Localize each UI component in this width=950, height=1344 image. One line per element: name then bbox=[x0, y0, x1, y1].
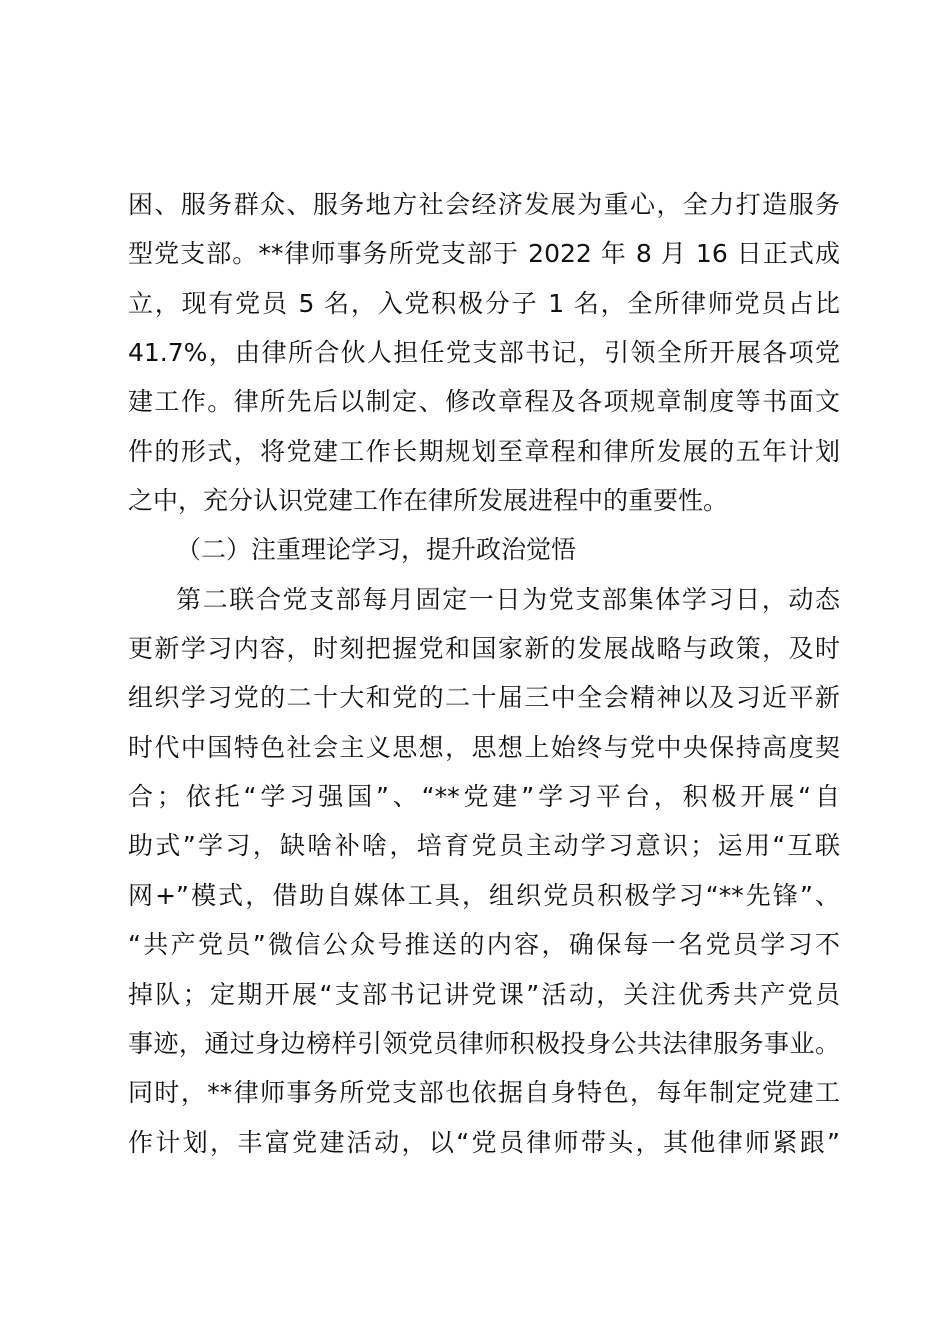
paragraph-line: 作计划，丰富党建活动，以“党员律师带头，其他律师紧跟” bbox=[128, 1127, 840, 1157]
paragraph-line: 第二联合党支部每月固定一日为党支部集体学习日，动态 bbox=[176, 584, 840, 614]
paragraph-line: “共产党员”微信公众号推送的内容，确保每一名党员学习不 bbox=[128, 930, 840, 960]
paragraph-line: 之中，充分认识党建工作在律所发展进程中的重要性。 bbox=[128, 486, 729, 516]
paragraph-line: 41.7%，由律所合伙人担任党支部书记，引领全所开展各项党 bbox=[128, 338, 840, 368]
paragraph-line: 掉队；定期开展“支部书记讲党课”活动，关注优秀共产党员 bbox=[128, 979, 840, 1009]
section-heading: （二）注重理论学习，提升政治觉悟 bbox=[176, 535, 577, 565]
paragraph-line: 件的形式，将党建工作长期规划至章程和律所发展的五年计划 bbox=[128, 436, 840, 466]
paragraph-line: 困、服务群众、服务地方社会经济发展为重心，全力打造服务 bbox=[128, 190, 840, 219]
paragraph-line: 组织学习党的二十大和党的二十届三中全会精神以及习近平新 bbox=[128, 683, 840, 713]
paragraph-line: 建工作。律所先后以制定、修改章程及各项规章制度等书面文 bbox=[128, 387, 840, 417]
paragraph-line: 型党支部。**律师事务所党支部于 2022 年 8 月 16 日正式成 bbox=[128, 239, 840, 269]
paragraph-line: 时代中国特色社会主义思想，思想上始终与党中央保持高度契 bbox=[128, 732, 840, 762]
paragraph-line: 事迹，通过身边榜样引领党员律师积极投身公共法律服务事业。 bbox=[128, 1028, 840, 1058]
paragraph-line: 网+”模式，借助自媒体工具，组织党员积极学习“**先锋”、 bbox=[128, 880, 840, 910]
paragraph-line: 助式”学习，缺啥补啥，培育党员主动学习意识；运用“互联 bbox=[128, 831, 840, 861]
body-text bbox=[128, 180, 840, 1167]
paragraph-line: 更新学习内容，时刻把握党和国家新的发展战略与政策，及时 bbox=[128, 634, 840, 664]
paragraph-line: 立，现有党员 5 名，入党积极分子 1 名，全所律师党员占比 bbox=[128, 288, 840, 318]
paragraph-line: 同时，**律师事务所党支部也依据自身特色，每年制定党建工 bbox=[128, 1078, 840, 1108]
paragraph-line: 合；依托“学习强国”、“**党建”学习平台，积极开展“自 bbox=[128, 782, 840, 812]
